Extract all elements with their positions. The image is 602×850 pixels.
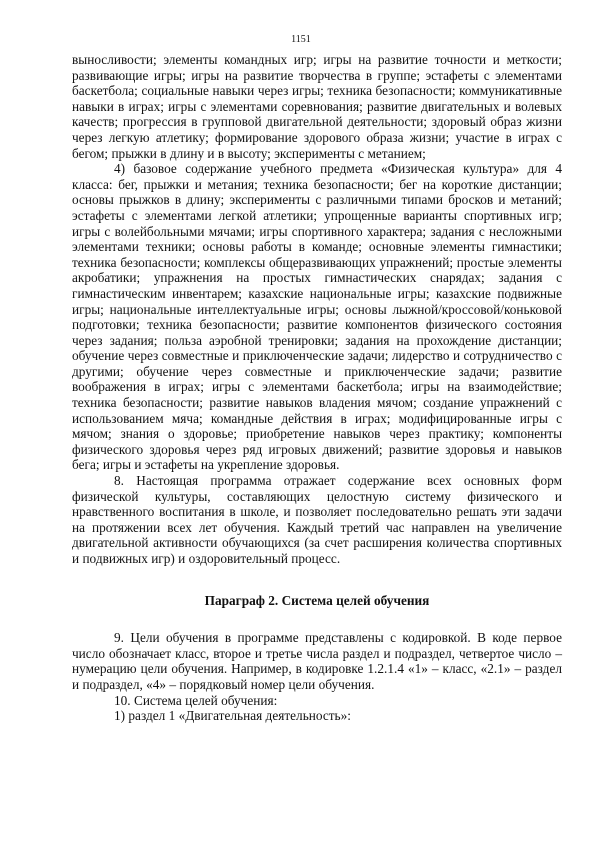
paragraph-item-10-1: 1) раздел 1 «Двигательная деятельность»:: [114, 708, 351, 724]
document-body: [72, 52, 562, 724]
paragraph-item-9: 9. Цели обучения в программе представлены с кодировкой. В коде первое число обозначает класс, второе и третье числа раздел и подраздел, четвертое число – нумерацию цели обучения. Например, в кодировке 1.2.1.4 «1» – класс, «2.1» – раздел и подраздел, «4» – порядковый номер цели обучения.: [72, 630, 562, 692]
paragraph-item-10: 10. Система целей обучения:: [114, 692, 278, 708]
paragraph-item-4: 4) базовое содержание учебного предмета «Физическая культура» для 4 класса: бег, прыжки и метания; техника безопасности; бег на короткие дистанции; основы прыжков в длину; эксперименты с различными типами бросков и метаний; эстафеты с элементами легкой атлетики; упрощенные варианты спортивных игр; игры с волейбольными мячами; игры спортивного характера; задания с несложными элементами техники; основы работы в команде; основные элементы гимнастики; техника безопасности; комплексы общеразвивающих упражнений; простые элементы акробатики; упражнения на простых гимнастических снарядах; задания с гимнастическим инвентарем; казахские национальные игры; казахские подвижные игры; национальные интеллектуальные игры; основы лыжной/кроссовой/коньковой подготовки; техника безопасности; развитие компонентов физического состояния через задания; польза аэробной тренировки; задания на прохождение дистанции; обучение через совместные и приключенческие задачи; лидерство и сотрудничество с другими; обучение через совместные и приключенческие задачи; развитие воображения в играх; игры с элементами баскетбола; игры на взаимодействие; техника безопасности; развитие навыков владения мячом; создание упражнений с использованием мяча; командные действия в играх; модифицированные игры с мячом; знания о здоровье; приобретение навыков через практику; компоненты физического здоровья через ряд игровых движений; развитие здоровья и навыков бега; игры и эстафеты на укрепление здоровья.: [72, 161, 562, 473]
paragraph-intro: выносливости; элементы командных игр; игры на развитие точности и меткости; развивающие игры; игры на развитие творчества в группе; эстафеты с элементами баскетбола; социальные навыки через игры; техника безопасности; коммуникативные навыки в играх; игры с элементами соревнования; развитие двигательных и волевых качеств; прогрессия в групповой двигательной деятельности; здоровый образ жизни через легкую атлетику; формирование здорового образа жизни; участие в играх с бегом; прыжки в длину и в высоту; эксперименты с метанием;: [72, 52, 562, 161]
section-heading: Параграф 2. Система целей обучения: [204, 592, 430, 608]
paragraph-item-8: 8. Настоящая программа отражает содержание всех основных форм физической культуры, составляющих целостную систему физического и нравственного воспитания в школе, и позволяет последовательно решать эти задачи на протяжении всех лет обучения. Каждый третий час направлен на увеличение двигательной активности обучающихся (за счет расширения количества спортивных и подвижных игр) и оздоровительный процесс.: [72, 473, 562, 566]
page-number: 1151: [291, 34, 311, 45]
